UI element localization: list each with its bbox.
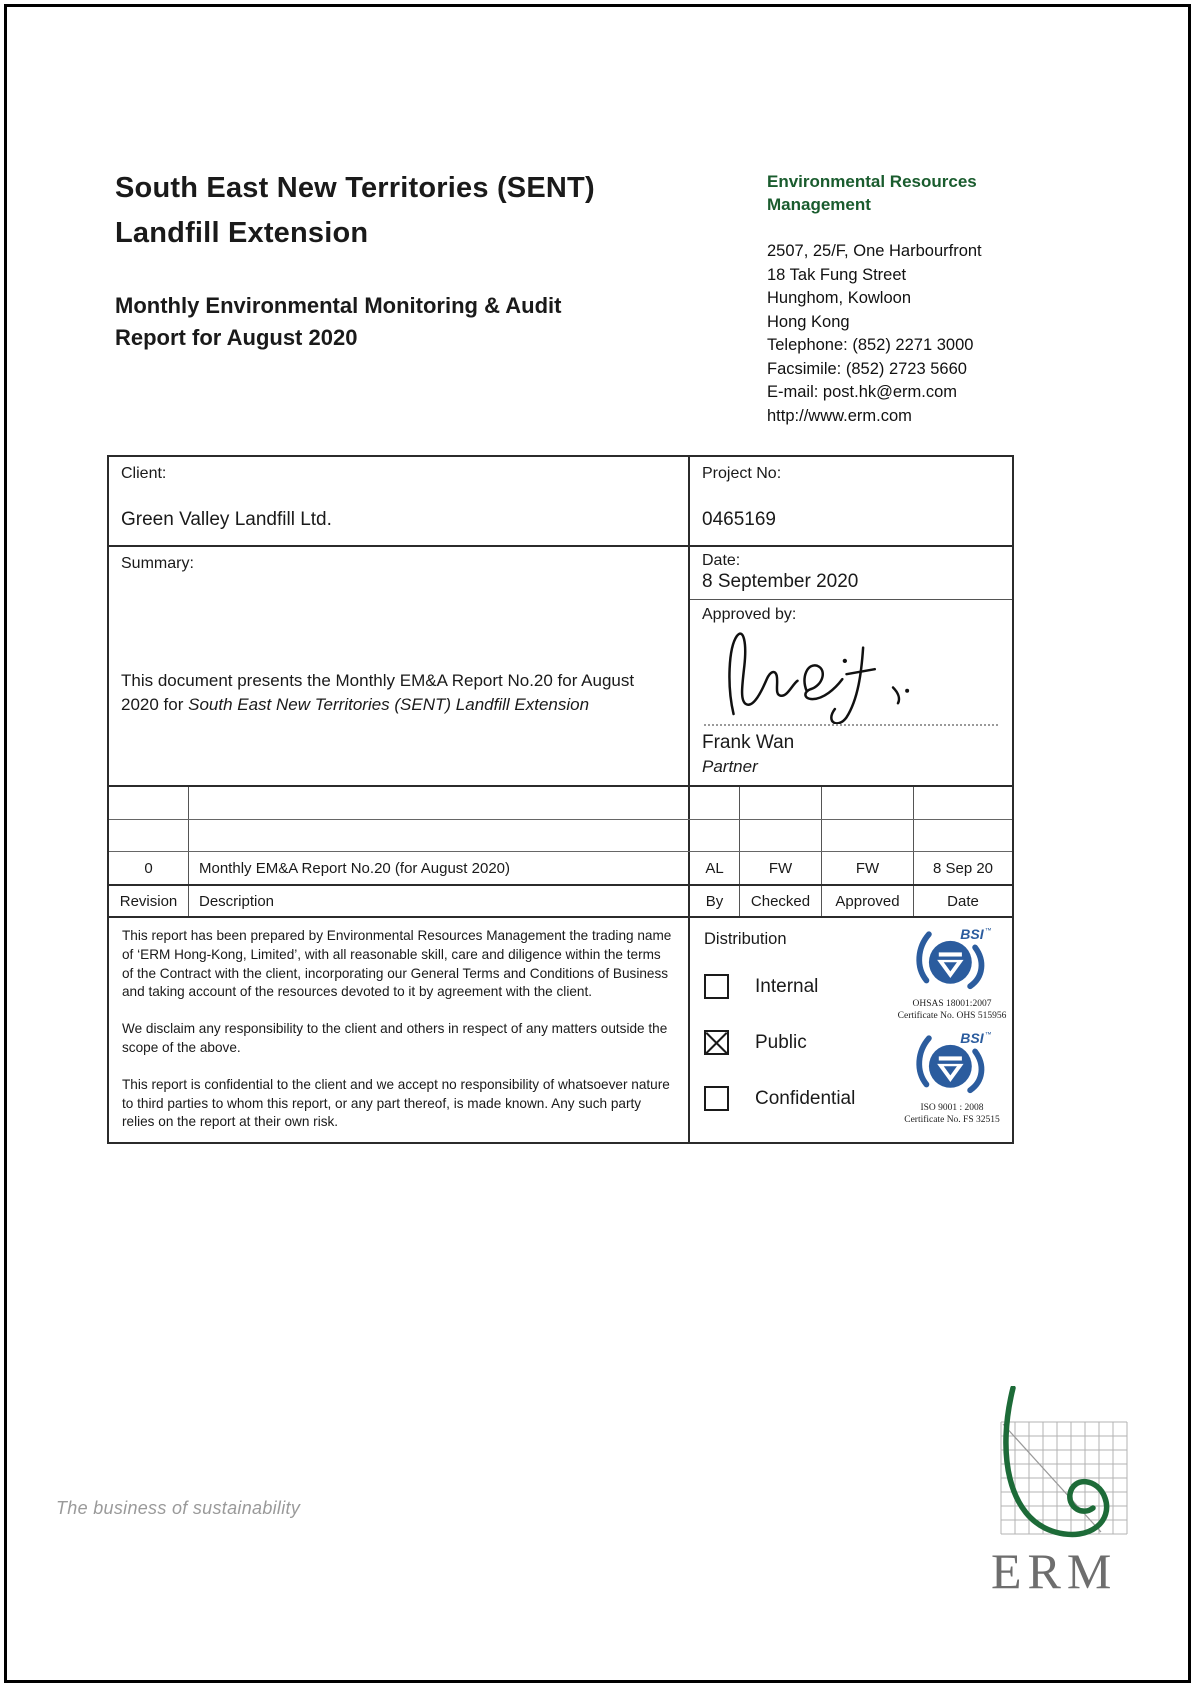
page-title [115,166,735,256]
disclaimer-paragraph-1: This report has been prepared by Environmental Resources Management the trading name of ‘ERM Hong-Kong, Limited’, with all reasonable skill, care and diligence within the terms of the Contract with the client, incorporating our General Terms and Conditions of Business and taking account of the resources devoted to it by agreement with the client. [122,928,672,1000]
date-label: Date: [702,552,741,569]
disclaimer-cell [109,918,690,1142]
erm-logo [983,1386,1145,1597]
date-value: 8 September 2020 [702,571,859,592]
revision-row-empty [109,820,1012,852]
svg-text:BSI: BSI [960,926,984,943]
confidential-label: Confidential [755,1087,856,1109]
approved-by-cell [690,600,1012,785]
client-value: Green Valley Landfill Ltd. [121,509,332,530]
address-line: 18 Tak Fung Street [767,265,907,284]
bsi-iso-badge [894,1030,1010,1126]
page-subtitle [115,290,735,354]
document-info-table [107,455,1014,1144]
internal-checkbox[interactable] [704,974,729,999]
cert-number: Certificate No. OHS 515956 [897,1011,1007,1021]
company-address [767,240,1047,428]
title-line-2: Landfill Extension [115,217,369,249]
revision-row-0 [109,852,1012,886]
disclaimer-distribution-row [109,918,1012,1142]
disclaimer-paragraph-3: This report is confidential to the client and we accept no responsibility of whatsoever nature to third parties to whom this report, or any part thereof, is made known. Any such party relies on the report at their own risk. [122,1076,670,1130]
header-revision: Revision [109,886,189,916]
svg-text:™: ™ [985,927,992,935]
cert-standard: OHSAS 18001:2007 [912,999,992,1009]
header-approved: Approved [822,886,914,916]
date-approval-cell [690,547,1012,785]
signature-line [704,724,998,726]
svg-text:™: ™ [985,1031,992,1039]
cert-standard: ISO 9001 : 2008 [920,1103,984,1113]
website-line: http://www.erm.com [767,406,912,425]
svg-text:BSI: BSI [960,1030,984,1047]
revision-row-empty [109,787,1012,820]
subtitle-line-1: Monthly Environmental Monitoring & Audit [115,293,562,318]
revision-header-row [109,886,1012,918]
project-no-value: 0465169 [702,509,776,530]
header-by: By [690,886,740,916]
disclaimer-paragraph-2: We disclaim any responsibility to the client and others in respect of any matters outside the scope of the above. [122,1021,668,1055]
client-cell [109,457,690,545]
distribution-label: Distribution [704,930,787,948]
summary-label: Summary: [121,555,194,572]
project-no-cell [690,457,1012,545]
cert-number: Certificate No. FS 32515 [904,1115,1000,1125]
revision-date: 8 Sep 20 [932,859,994,877]
erm-logo-icon [983,1386,1145,1538]
header-checked: Checked [740,886,822,916]
tagline: The business of sustainability [56,1498,301,1518]
header-description: Description [189,886,690,916]
revision-number: 0 [109,852,189,884]
company-contact-block [767,170,1047,428]
title-line-1: South East New Territories (SENT) [115,172,595,204]
summary-cell [109,547,690,785]
internal-label: Internal [755,975,819,997]
address-line: Hong Kong [767,312,850,331]
phone-line: Telephone: (852) 2271 3000 [767,336,974,354]
date-cell [690,547,1012,600]
company-name-line-1: Environmental Resources [767,172,977,191]
revision-checked: FW [740,852,822,884]
distribution-cell [690,918,1012,1142]
summary-text-italic: South East New Territories (SENT) Landfill Extension [188,695,590,714]
revision-description: Monthly EM&A Report No.20 (for August 2020) [189,852,690,884]
public-checkbox[interactable] [704,1030,729,1055]
address-line: 2507, 25/F, One Harbourfront [767,242,982,260]
revision-by: AL [690,852,740,884]
signature [704,626,1000,724]
title-block [115,166,735,354]
bsi-logo-icon [912,1030,992,1096]
public-label: Public [755,1031,807,1053]
bsi-ohsas-badge [894,926,1010,1022]
company-name-line-2: Management [767,195,871,214]
erm-logo-text: ERM [991,1543,1118,1599]
summary-text [121,669,676,717]
client-label: Client: [121,465,167,482]
signature-image [704,626,994,724]
approver-name: Frank Wan [702,732,795,753]
subtitle-line-2: Report for August 2020 [115,325,358,350]
bsi-iso-caption [894,1102,1010,1126]
company-name [767,170,1047,216]
address-line: Hunghom, Kowloon [767,289,912,307]
revision-approved: FW [822,852,914,884]
bsi-ohsas-caption [894,998,1010,1022]
bsi-logo-icon [912,926,992,992]
approved-by-label: Approved by: [702,606,797,623]
summary-text-normal: This document presents the Monthly EM&A Report No.20 for August 2020 for [121,671,635,714]
header-date: Date [947,892,979,910]
email-line: E-mail: post.hk@erm.com [767,383,958,401]
project-no-label: Project No: [702,465,782,482]
client-project-row [109,457,1012,547]
approver-title: Partner [702,757,758,776]
fax-line: Facsimile: (852) 2723 5660 [767,359,967,378]
summary-approval-row [109,547,1012,787]
confidential-checkbox[interactable] [704,1086,729,1111]
